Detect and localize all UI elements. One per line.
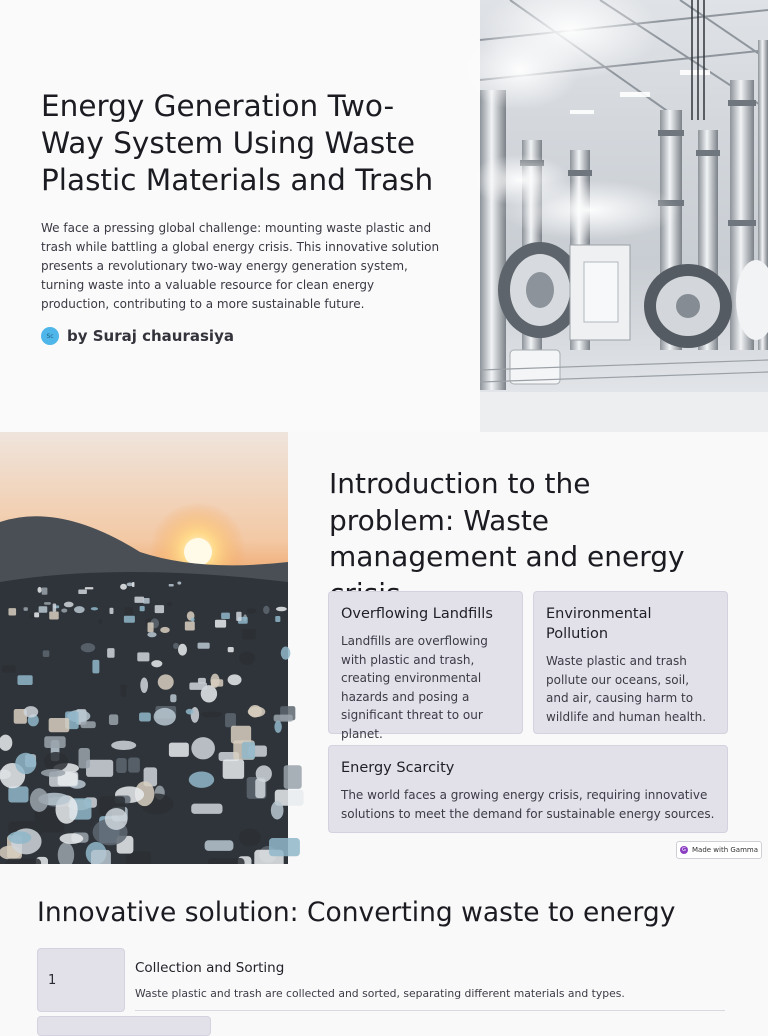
pollution-card [533,591,728,734]
author-name: by Suraj chaurasiya [67,327,234,345]
badge-label: Made with Gamma [691,846,759,854]
energy-scarcity-card [328,745,728,833]
power-plant-image [480,0,768,432]
author-byline [41,326,234,346]
power-plant-illustration [480,0,768,432]
title-slide [0,0,768,432]
landfill-sunset-image [0,432,288,864]
step-title: Collection and Sorting [135,960,285,976]
made-with-gamma-badge[interactable] [676,841,762,859]
gamma-logo-icon: G [680,846,688,854]
slide-title: Innovative solution: Converting waste to energy [37,897,676,928]
landfills-card [328,591,523,741]
step-number-box [37,948,125,1012]
solution-slide [0,864,768,1024]
avatar: Sc [41,327,59,345]
intro-paragraph: We face a pressing global challenge: mounting waste plastic and trash while battling a global energy crisis. This innovative solution presents a revolutionary two-way energy generation system, turning waste into a valuable resource for clean energy production, contributing to a more sustainable future. [41,221,440,311]
step-number-box [37,1016,211,1036]
problem-slide [0,432,768,864]
card-body: Landfills are overflowing with plastic and trash, creating environmental hazards and posing a significant threat to our planet. [341,634,488,741]
card-title: Energy Scarcity [341,760,455,776]
card-title: Environmental Pollution [546,606,652,642]
card-title: Overflowing Landfills [341,606,493,622]
step-number: 1 [48,972,57,988]
step-description: Waste plastic and trash are collected and sorted, separating different materials and types. [135,987,625,1000]
slide-title: Introduction to the problem: Waste management and energy [329,467,685,573]
divider [135,1010,725,1011]
landfill-illustration [0,432,288,864]
card-body: Waste plastic and trash pollute our oceans, soil, and air, causing harm to wildlife and human health. [546,654,707,724]
card-body: The world faces a growing energy crisis, requiring innovative solutions to meet the demand for sustainable energy sources. [341,788,715,821]
slide-title: Energy Generation Two-Way System Using Waste Plastic Materials and Trash [41,89,434,197]
